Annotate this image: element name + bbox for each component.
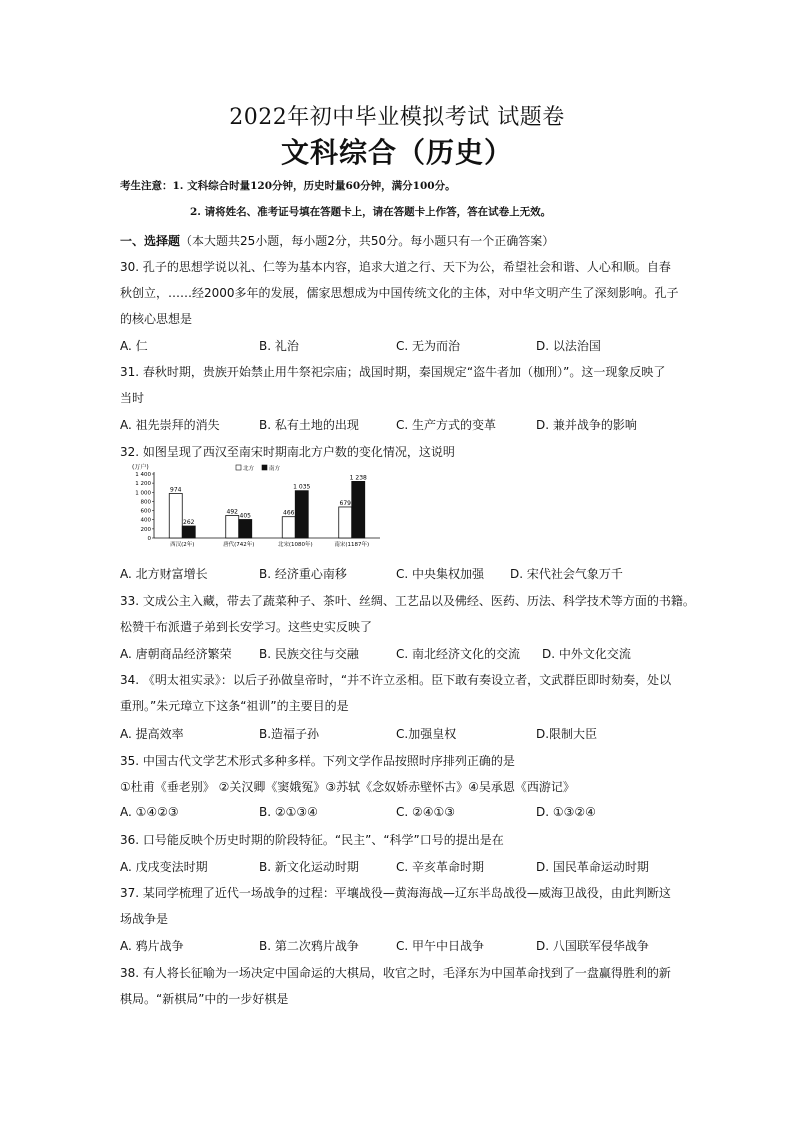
q35-stem-1: 35. 中国古代文学艺术形式多种多样。下列文学作品按照时序排列正确的是 <box>120 754 515 768</box>
q33-option-b[interactable]: B. 民族交往与交融 <box>259 647 359 661</box>
chart-bar <box>282 517 295 538</box>
q36-option-b[interactable]: B. 新文化运动时期 <box>259 860 359 874</box>
q35-option-b[interactable]: B. ②①③④ <box>259 805 318 819</box>
q35-stem-2: ①杜甫《垂老别》 ②关汉卿《窦娥冤》③苏轼《念奴娇赤壁怀古》④吴承恩《西游记》 <box>120 780 575 794</box>
q37-option-b[interactable]: B. 第二次鸦片战争 <box>259 939 359 953</box>
q37-option-d[interactable]: D. 八国联军侵华战争 <box>536 939 649 953</box>
chart-bar <box>239 519 252 538</box>
chart-data-label: 974 <box>170 486 182 494</box>
chart-data-label: 492 <box>226 508 238 516</box>
q34-option-c[interactable]: C.加强皇权 <box>396 727 457 741</box>
q31-option-c[interactable]: C. 生产方式的变革 <box>396 418 497 432</box>
chart-x-tick-label: 北宋(1080年) <box>277 542 313 548</box>
chart-x-tick-label: 南宋(1187年) <box>334 542 370 548</box>
q35-option-d[interactable]: D. ①③②④ <box>536 805 596 819</box>
q37-option-a[interactable]: A. 鸦片战争 <box>120 939 184 953</box>
chart-y-tick-label: 1 200 <box>135 481 151 488</box>
q33-option-c[interactable]: C. 南北经济文化的交流 <box>396 647 521 661</box>
chart-data-label: 1 238 <box>349 474 367 482</box>
chart-bar <box>352 481 365 538</box>
chart-legend-label: 南方 <box>269 466 281 472</box>
exam-subtitle: 文科综合（历史） <box>280 136 513 169</box>
chart-y-tick-label: 1 400 <box>135 472 151 478</box>
chart-data-label: 262 <box>183 519 195 527</box>
q34-option-d[interactable]: D.限制大臣 <box>536 727 598 741</box>
chart-data-label: 466 <box>283 509 295 517</box>
chart-y-unit-label: (万户) <box>132 464 149 471</box>
q37-option-c[interactable]: C. 甲午中日战争 <box>396 939 485 953</box>
chart-bar <box>169 493 182 538</box>
q30-stem-3: 的核心思想是 <box>120 312 193 326</box>
notice-line-2: 2. 请将姓名、准考证号填在答题卡上，请在答题卡上作答，答在试卷上无效。 <box>190 206 552 218</box>
q31-option-b[interactable]: B. 私有土地的出现 <box>259 418 359 432</box>
q30-option-d[interactable]: D. 以法治国 <box>536 339 601 353</box>
q36-option-c[interactable]: C. 辛亥革命时期 <box>396 860 485 874</box>
q30-option-c[interactable]: C. 无为而治 <box>396 339 461 353</box>
q32-option-d[interactable]: D. 宋代社会气象万千 <box>510 567 623 581</box>
household-bar-chart <box>130 462 390 558</box>
q34-stem-2: 重刑。”朱元璋立下这条“祖训”的主要目的是 <box>120 699 349 713</box>
q36-option-d[interactable]: D. 国民革命运动时期 <box>536 860 649 874</box>
q30-option-b[interactable]: B. 礼治 <box>259 339 299 353</box>
q33-stem-1: 33. 文成公主入藏，带去了蔬菜种子、茶叶、丝绸、工艺品以及佛经、医药、历法、科学技术等方面的书籍。 <box>120 594 695 608</box>
chart-legend-label: 北方 <box>243 466 255 472</box>
chart-data-label: 405 <box>239 512 251 520</box>
chart-x-tick-label: 西汉(2年) <box>170 542 195 548</box>
section-header <box>120 232 554 249</box>
chart-bar <box>182 526 195 538</box>
q38-stem-1: 38. 有人将长征喻为一场决定中国命运的大棋局，收官之时，毛泽东为中国革命找到了一盘赢得胜利的新 <box>120 966 671 980</box>
q33-stem-2: 松赞干布派遣子弟到长安学习。这些史实反映了 <box>120 620 373 634</box>
q30-stem-1: 30. 孔子的思想学说以礼、仁等为基本内容，追求大道之行、天下为公，希望社会和谐、人心和顺。自春 <box>120 260 671 274</box>
q34-option-b[interactable]: B.造福子孙 <box>259 727 320 741</box>
chart-x-tick-label: 唐代(742年) <box>223 542 255 548</box>
q36-option-a[interactable]: A. 戊戌变法时期 <box>120 860 208 874</box>
chart-bar <box>339 507 352 538</box>
section-label: 一、选择题 <box>120 234 181 248</box>
q35-option-a[interactable]: A. ①④②③ <box>120 805 179 819</box>
q31-option-d[interactable]: D. 兼并战争的影响 <box>536 418 637 432</box>
chart-y-tick-label: 1 000 <box>135 490 151 497</box>
exam-title: 2022年初中毕业模拟考试 试题卷 <box>229 105 565 130</box>
chart-legend-swatch <box>236 465 241 470</box>
q33-option-a[interactable]: A. 唐朝商品经济繁荣 <box>120 647 232 661</box>
chart-y-tick-label: 0 <box>147 536 151 542</box>
notice-line-1: 考生注意：1. 文科综合时量120分钟，历史时量60分钟，满分100分。 <box>120 180 456 192</box>
q34-stem-1: 34. 《明太祖实录》：以后子孙做皇帝时，“并不许立丞相。臣下敢有奏设立者，文武群臣即时劾奏，处以 <box>120 673 672 687</box>
q37-stem-1: 37. 某同学梳理了近代一场战争的过程：平壤战役—黄海海战—辽东半岛战役—威海卫战役，由此判断这 <box>120 886 671 900</box>
q31-stem-2: 当时 <box>120 391 145 405</box>
q31-stem-1: 31. 春秋时期，贵族开始禁止用牛祭祀宗庙；战国时期，秦国规定“盗牛者加（枷刑）”。这一现象反映了 <box>120 365 666 379</box>
q32-option-c[interactable]: C. 中央集权加强 <box>396 567 485 581</box>
chart-data-label: 679 <box>339 499 351 507</box>
q32-option-b[interactable]: B. 经济重心南移 <box>259 567 347 581</box>
chart-y-tick-label: 600 <box>140 508 151 515</box>
q38-stem-2: 棋局。“新棋局”中的一步好棋是 <box>120 992 289 1006</box>
chart-data-label: 1 035 <box>293 483 311 491</box>
q33-option-d[interactable]: D. 中外文化交流 <box>542 647 631 661</box>
chart-y-tick-label: 400 <box>140 517 151 524</box>
q35-option-c[interactable]: C. ②④①③ <box>396 805 456 819</box>
chart-y-tick-label: 800 <box>140 499 151 506</box>
q30-stem-2: 秋创立，……经2000多年的发展，儒家思想成为中国传统文化的主体，对中华文明产生了深刻影响。孔子 <box>120 286 679 300</box>
chart-legend-swatch <box>262 465 267 470</box>
q32-option-a[interactable]: A. 北方财富增长 <box>120 567 208 581</box>
q30-option-a[interactable]: A. 仁 <box>120 339 148 353</box>
section-desc: （本大题共25小题，每小题2分，共50分。每小题只有一个正确答案） <box>180 234 555 248</box>
q32-stem-1: 32. 如图呈现了西汉至南宋时期南北方户数的变化情况，这说明 <box>120 445 455 459</box>
q31-option-a[interactable]: A. 祖先崇拜的消失 <box>120 418 220 432</box>
q36-stem-1: 36. 口号能反映个历史时期的阶段特征。“民主”、“科学”口号的提出是在 <box>120 833 504 847</box>
q37-stem-2: 场战争是 <box>120 912 169 926</box>
q34-option-a[interactable]: A. 提高效率 <box>120 727 184 741</box>
chart-bar <box>226 516 239 538</box>
chart-y-tick-label: 200 <box>140 526 151 533</box>
chart-bar <box>295 491 308 538</box>
